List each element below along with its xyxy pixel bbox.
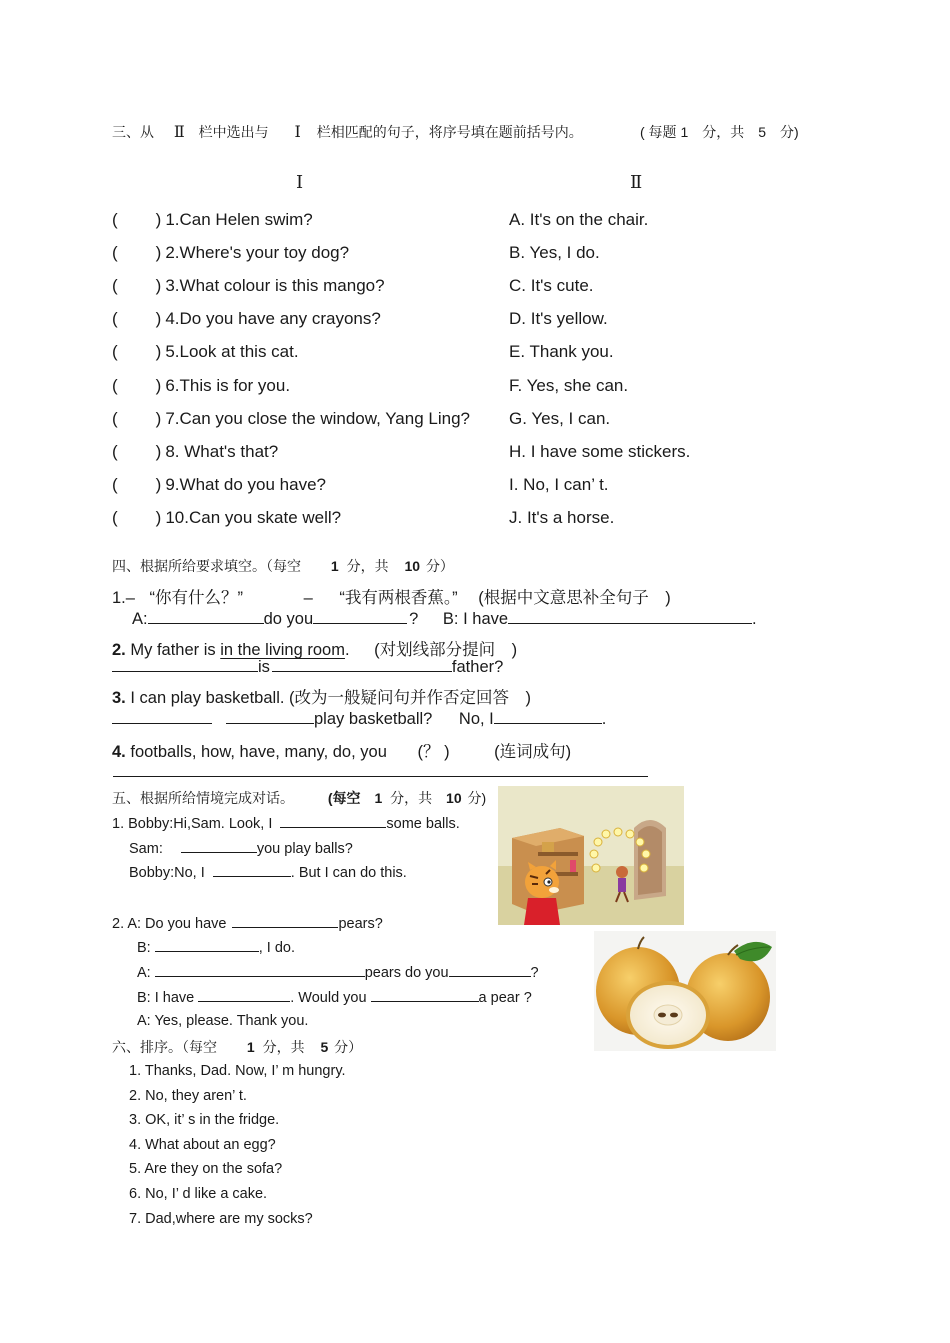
s5-d2-line3: A: pears do you ? <box>137 965 539 981</box>
s5-d2-line5: A: Yes, please. Thank you. <box>137 1013 309 1029</box>
question-text: 1.Can Helen swim? <box>165 210 313 229</box>
answer-bracket-close[interactable]: ) <box>155 474 162 494</box>
answer-bracket-close[interactable]: ) <box>155 375 162 395</box>
s4-q1-answer-line: A: do you ? B: I have . <box>132 610 757 628</box>
question-row <box>112 508 341 528</box>
blank-field[interactable] <box>198 988 290 1002</box>
answer-bracket-open[interactable]: ( <box>112 243 118 263</box>
blank-field[interactable] <box>155 963 365 977</box>
blank-field[interactable] <box>155 938 259 952</box>
answer-bracket-close[interactable]: ) <box>155 507 162 527</box>
blank-field[interactable] <box>226 708 314 724</box>
answer-bracket-close[interactable]: ) <box>155 309 162 329</box>
question-row <box>112 409 470 429</box>
question-row <box>112 276 385 296</box>
answer-option: F. Yes, she can. <box>509 375 629 395</box>
answer-bracket-close[interactable]: ) <box>155 276 162 296</box>
answer-bracket-open[interactable]: ( <box>112 507 118 527</box>
answer-bracket-close[interactable]: ) <box>155 210 162 229</box>
question-row <box>112 243 349 263</box>
column-header-ii: Ⅱ <box>630 172 643 192</box>
question-row <box>112 475 326 495</box>
s5-d1-line2: Sam: you play balls? <box>129 841 353 857</box>
section5-title: 五、根据所给情境完成对话。 (每空 1 分，共 10 分) <box>112 790 487 806</box>
blank-field[interactable] <box>371 988 479 1002</box>
question-row <box>112 442 278 462</box>
answer-bracket-open[interactable]: ( <box>112 441 118 461</box>
blank-field[interactable] <box>313 608 407 624</box>
underlined-phrase: in the living room <box>220 641 345 659</box>
blank-field[interactable] <box>494 708 602 724</box>
section4-title: 四、根据所给要求填空。（每空 1 分，共 10 分） <box>112 558 454 574</box>
sentence-item: 2. No, they aren’ t. <box>129 1087 247 1104</box>
cartoon-scene-icon <box>498 786 684 925</box>
answer-bracket-close[interactable]: ) <box>155 408 162 428</box>
answer-option: J. It's a horse. <box>509 507 615 527</box>
answer-option: D. It's yellow. <box>509 309 608 329</box>
answer-option: I. No, I can’ t. <box>509 474 609 494</box>
section3-score: ( 每题 1 分，共 5 分) <box>640 124 799 140</box>
answer-option: E. Thank you. <box>509 342 614 362</box>
answer-bracket-close[interactable]: ) <box>155 342 162 362</box>
answer-bracket-open[interactable]: ( <box>112 276 118 296</box>
cartoon-picture <box>498 786 684 925</box>
answer-option: H. I have some stickers. <box>509 441 691 461</box>
blank-field[interactable] <box>508 608 752 624</box>
question-text: 2.Where's your toy dog? <box>165 243 350 263</box>
pear-picture <box>594 931 776 1051</box>
s4-q3-prompt: 3. I can play basketball. (改为一般疑问句并作否定回答 ) <box>112 689 532 707</box>
answer-bracket-open[interactable]: ( <box>112 309 118 329</box>
question-text: 8. What's that? <box>165 441 279 461</box>
sentence-item: 1. Thanks, Dad. Now, I’ m hungry. <box>129 1063 346 1079</box>
blank-field[interactable] <box>112 708 212 724</box>
answer-bracket-open[interactable]: ( <box>112 342 118 362</box>
answer-bracket-open[interactable]: ( <box>112 408 118 428</box>
question-row <box>112 342 299 362</box>
section3-title: 三、从 Ⅱ 栏中选出与 Ⅰ 栏相匹配的句子，将序号填在题前括号内。 <box>112 124 583 141</box>
s5-d1-line1: 1. Bobby:Hi,Sam. Look, I some balls. <box>112 816 460 832</box>
sentence-item: 5. Are they on the sofa? <box>129 1161 283 1178</box>
s4-q4-prompt: 4. footballs, how, have, many, do, you (？ ) (连词成句) <box>112 743 572 761</box>
question-text: 9.What do you have? <box>165 474 327 494</box>
question-row <box>112 309 381 329</box>
blank-field[interactable] <box>232 914 338 928</box>
s5-d2-line4: B: I have . Would you a pear ? <box>137 990 532 1006</box>
blank-field[interactable] <box>148 608 264 624</box>
column-header-i: Ⅰ <box>296 172 304 192</box>
s5-d1-line3: Bobby:No, I . But I can do this. <box>129 865 407 881</box>
answer-option: B. Yes, I do. <box>509 243 600 263</box>
section6-title: 六、排序。（每空 1 分，共 5 分） <box>112 1039 363 1055</box>
s5-d2-line1: 2. A: Do you have pears? <box>112 916 383 932</box>
sentence-item: 3. OK, it’ s in the fridge. <box>129 1112 280 1129</box>
s4-q3-answer-line: play basketball? No, I . <box>112 708 606 729</box>
s5-d2-line2: B: , I do. <box>137 940 295 956</box>
question-row <box>112 210 313 230</box>
answer-option: G. Yes, I can. <box>509 408 611 428</box>
question-text: 3.What colour is this mango? <box>165 276 385 296</box>
question-text: 5.Look at this cat. <box>165 342 299 362</box>
question-text: 7.Can you close the window, Yang Ling? <box>165 408 470 428</box>
answer-bracket-close[interactable]: ) <box>155 441 162 461</box>
pear-icon <box>594 931 776 1051</box>
answer-bracket-open[interactable]: ( <box>112 210 118 229</box>
blank-field[interactable] <box>280 814 386 828</box>
question-text: 4.Do you have any crayons? <box>165 309 381 329</box>
answer-option: A. It's on the chair. <box>509 210 649 229</box>
blank-field[interactable] <box>213 863 291 877</box>
blank-field[interactable] <box>272 656 452 672</box>
sentence-item: 6. No, I’ d like a cake. <box>129 1186 268 1202</box>
sentence-item: 7. Dad,where are my socks? <box>129 1210 313 1227</box>
blank-field[interactable] <box>112 656 258 672</box>
answer-bracket-close[interactable]: ) <box>155 243 162 263</box>
answer-line[interactable] <box>113 776 648 777</box>
s4-q2-answer-line: is father? <box>112 656 503 677</box>
sentence-item: 4. What about an egg? <box>129 1136 276 1153</box>
s4-q1-prompt: 1.– “你有什么？” – “我有两根香蕉。” (根据中文意思补全句子 ) <box>112 589 671 607</box>
blank-field[interactable] <box>449 963 531 977</box>
question-text: 10.Can you skate well? <box>165 507 342 527</box>
s4-q2-prompt: 2. My father is in the living room. (对划线部分提问 ) <box>112 641 518 659</box>
blank-field[interactable] <box>181 839 257 853</box>
answer-bracket-open[interactable]: ( <box>112 375 118 395</box>
answer-bracket-open[interactable]: ( <box>112 474 118 494</box>
question-text: 6.This is for you. <box>165 375 291 395</box>
answer-option: C. It's cute. <box>509 276 594 296</box>
question-row <box>112 376 290 396</box>
